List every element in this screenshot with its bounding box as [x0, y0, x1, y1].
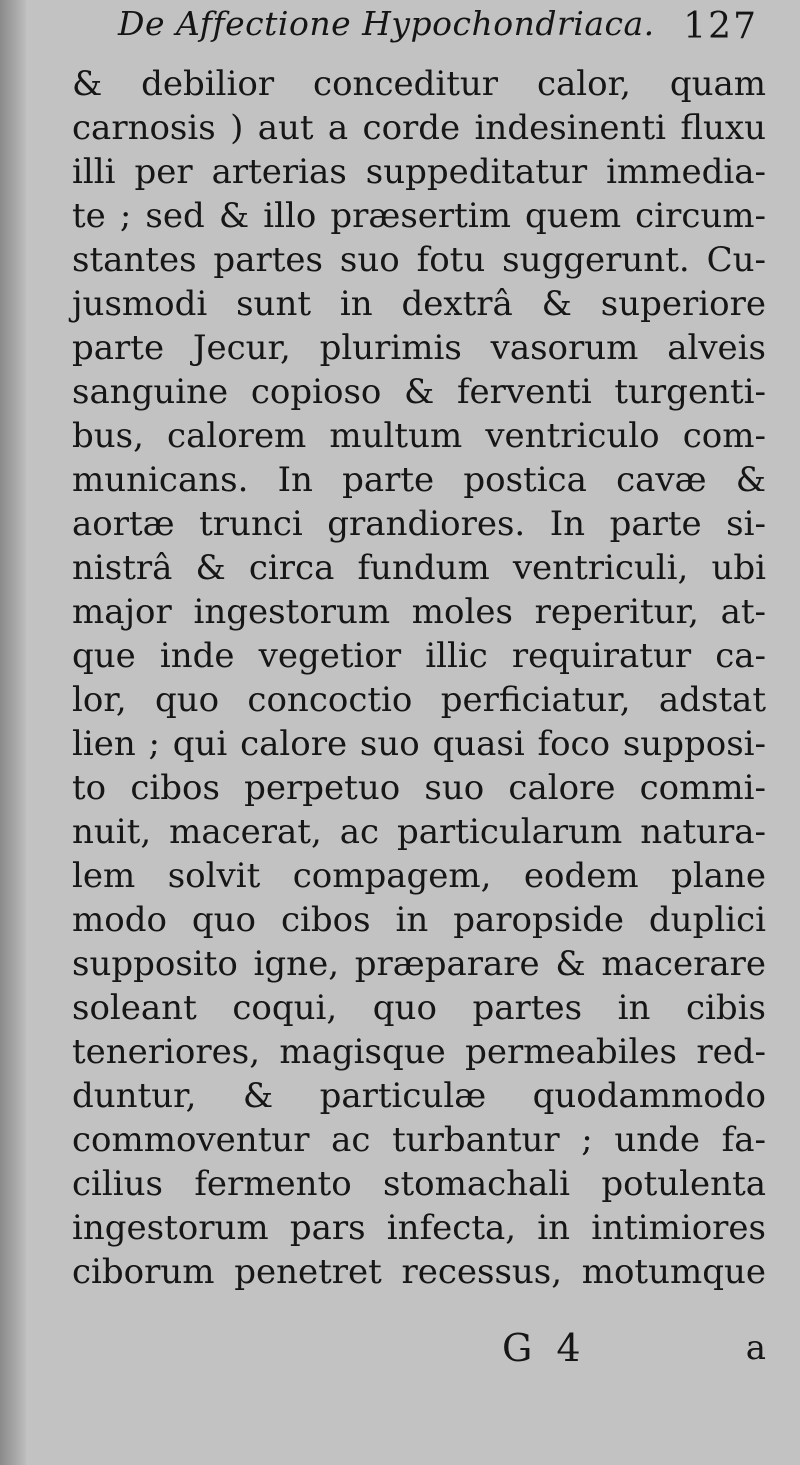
text-line: to cibos perpetuo suo calore commi- — [72, 768, 766, 808]
page-footer — [72, 1326, 766, 1376]
page-number: 127 — [683, 6, 758, 47]
text-line: jusmodi sunt in dextrâ & superiore — [72, 284, 766, 324]
text-line: illi per arterias suppeditatur immedia- — [72, 152, 766, 192]
text-line: stantes partes suo fotu suggerunt. Cu- — [72, 240, 766, 280]
text-line: nuit, macerat, ac particularum natura- — [72, 812, 766, 852]
text-line: aortæ trunci grandiores. In parte si- — [72, 504, 766, 544]
page-header — [118, 4, 758, 56]
text-line: cilius fermento stomachali potulenta — [72, 1164, 766, 1204]
text-line: bus, calorem multum ventriculo com- — [72, 416, 766, 456]
page-gutter-shadow — [0, 0, 26, 1465]
text-line: sanguine copioso & ferventi turgenti- — [72, 372, 766, 412]
text-line: municans. In parte postica cavæ & — [72, 460, 766, 500]
text-line: & debilior conceditur calor, quam — [72, 64, 766, 104]
text-line: duntur, & particulæ quodammodo — [72, 1076, 766, 1116]
text-line: lem solvit compagem, eodem plane — [72, 856, 766, 896]
text-line: commoventur ac turbantur ; unde fa- — [72, 1120, 766, 1160]
text-line: lor, quo concoctio perficiatur, adstat — [72, 680, 766, 720]
text-line: parte Jecur, plurimis vasorum alveis — [72, 328, 766, 368]
signature-mark: G 4 — [502, 1326, 587, 1370]
text-line: supposito igne, præparare & macerare — [72, 944, 766, 984]
text-line: lien ; qui calore suo quasi foco supposi- — [72, 724, 766, 764]
text-line: soleant coqui, quo partes in cibis — [72, 988, 766, 1028]
text-line: te ; sed & illo præsertim quem circum- — [72, 196, 766, 236]
body-text — [72, 62, 766, 1294]
catchword: a — [745, 1328, 766, 1368]
text-line: teneriores, magisque permeabiles red- — [72, 1032, 766, 1072]
text-line: ciborum penetret recessus, motumque — [72, 1252, 766, 1292]
text-line: ingestorum pars infecta, in intimiores — [72, 1208, 766, 1248]
text-line: major ingestorum moles reperitur, at- — [72, 592, 766, 632]
text-line: que inde vegetior illic requiratur ca- — [72, 636, 766, 676]
text-line: carnosis ) aut a corde indesinenti fluxu — [72, 108, 766, 148]
text-line: modo quo cibos in paropside duplici — [72, 900, 766, 940]
text-line: nistrâ & circa fundum ventriculi, ubi — [72, 548, 766, 588]
running-head: De Affectione Hypochondriaca. — [118, 4, 655, 43]
